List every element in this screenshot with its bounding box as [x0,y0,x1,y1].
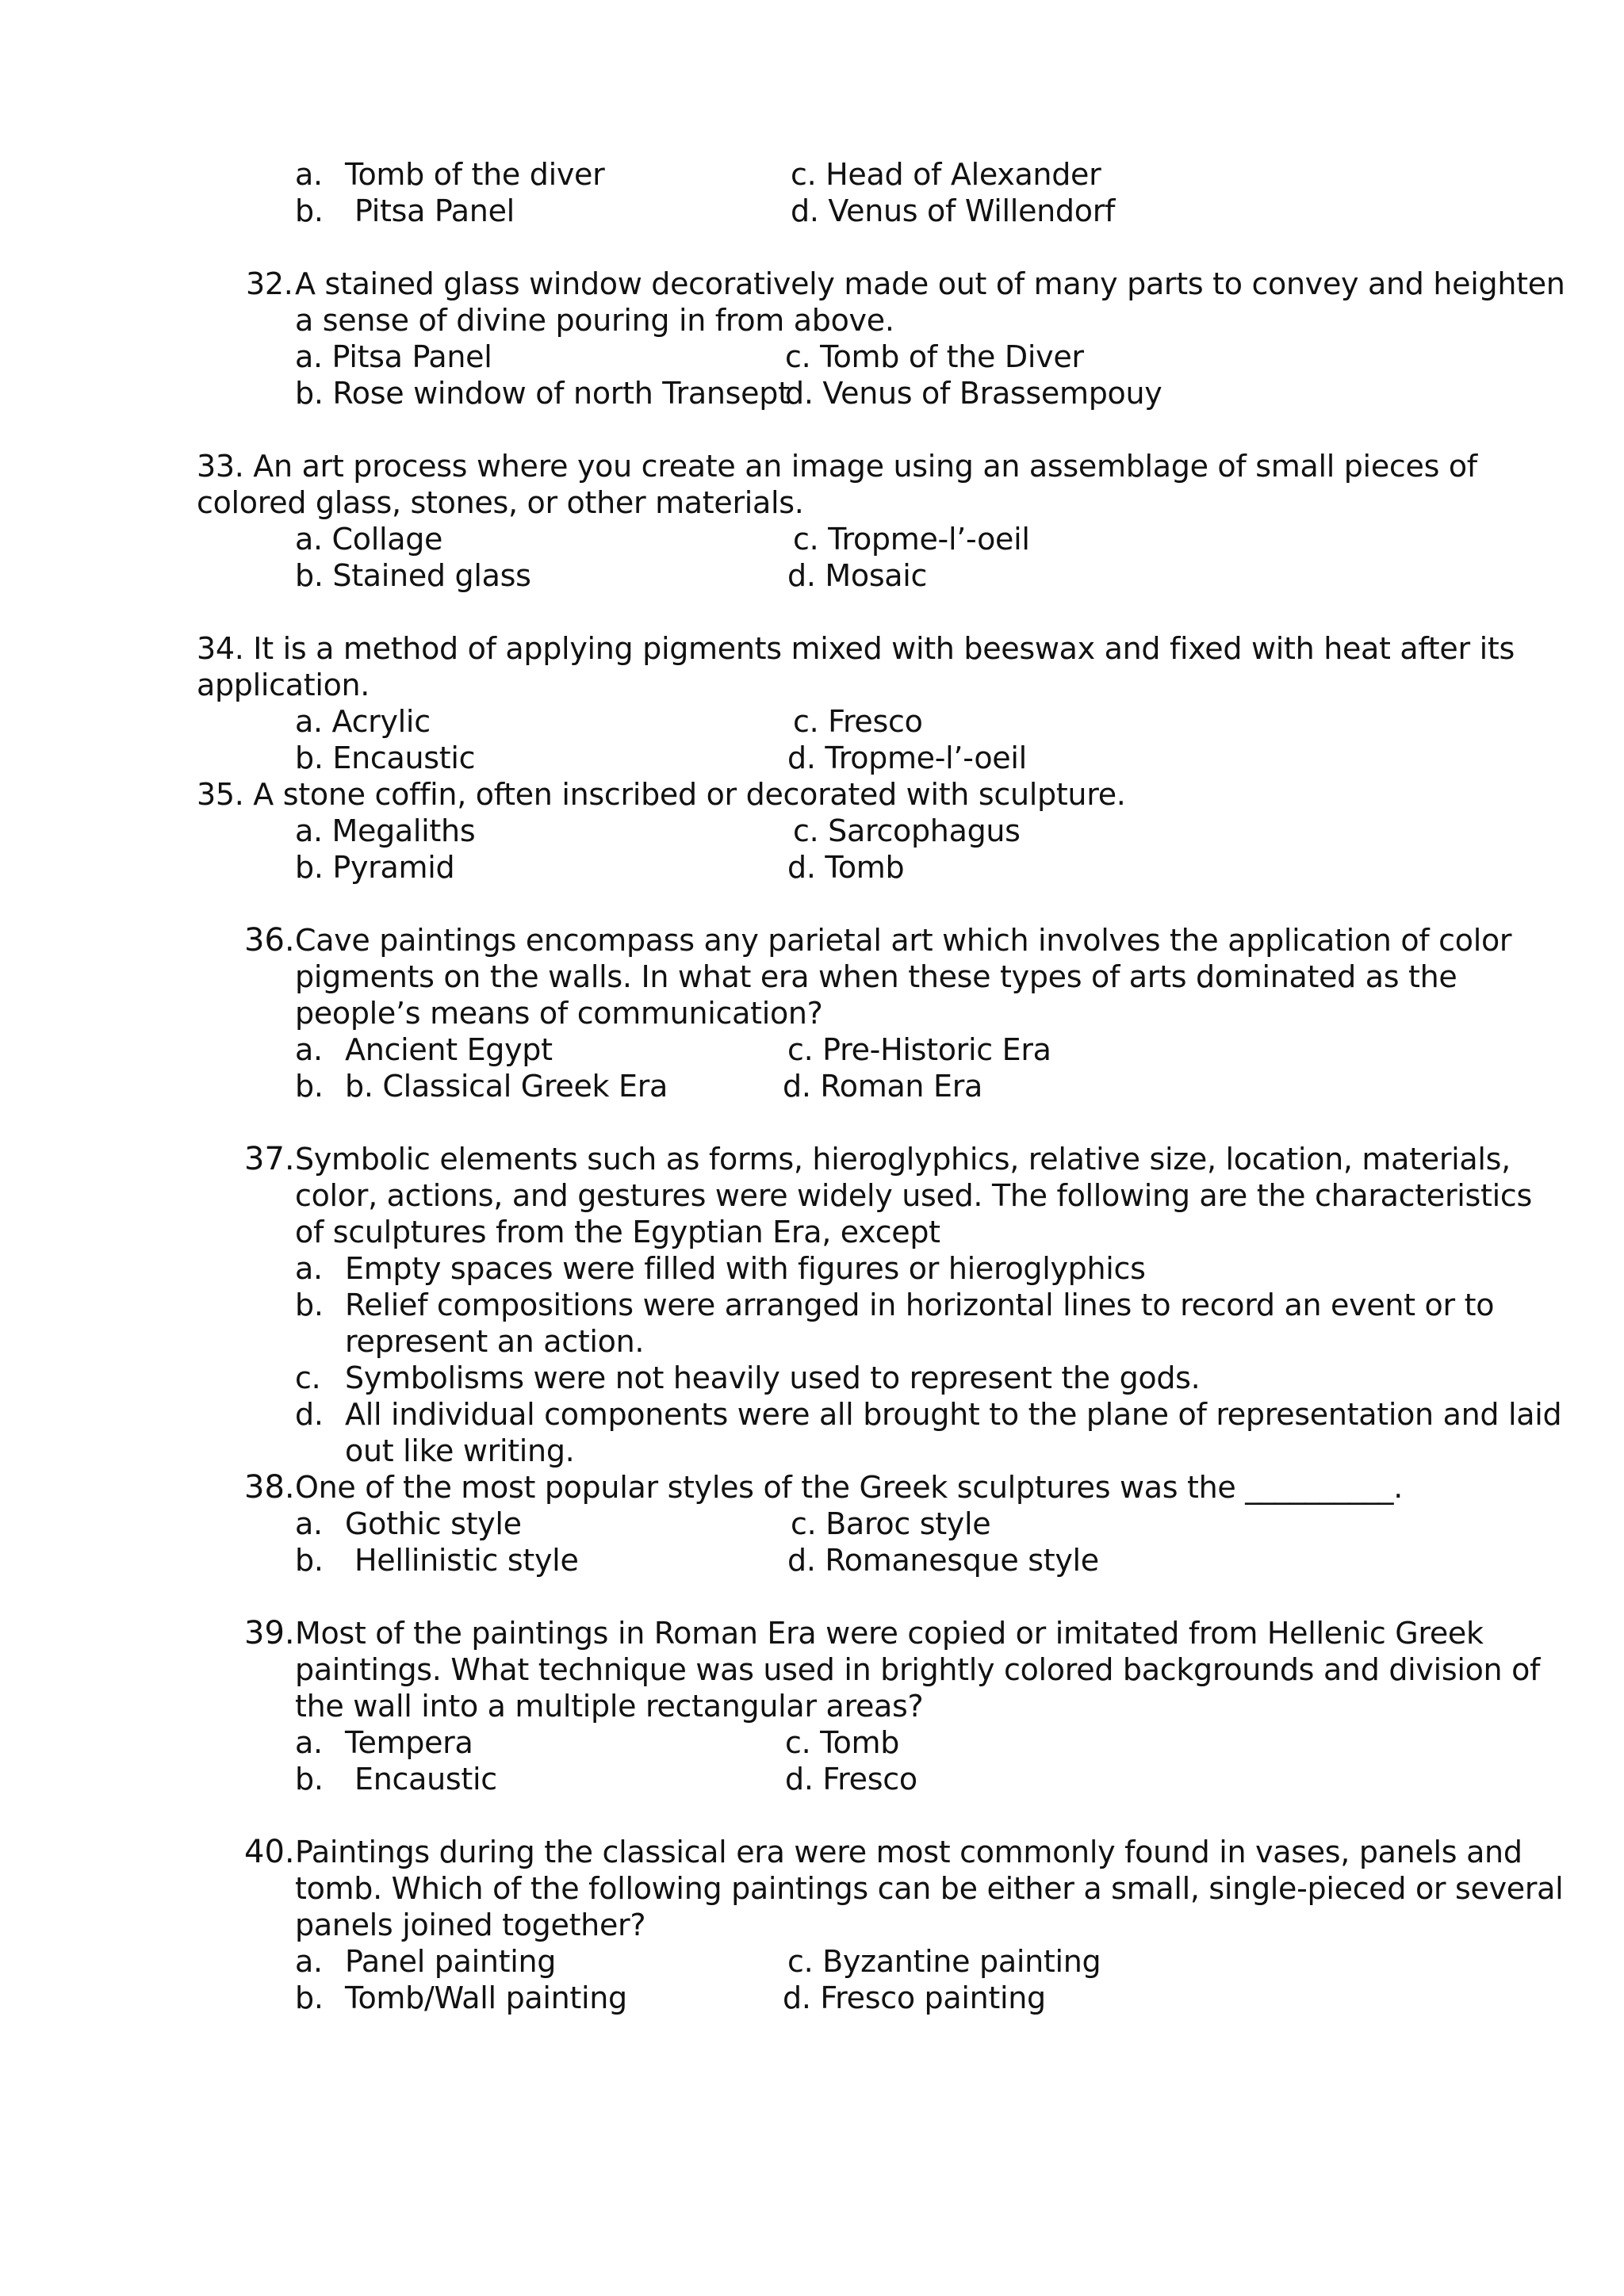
choice-d: d. Venus of Willendorf [791,193,1116,228]
choice-b: b. Stained glass [295,558,531,593]
choice-c: c. Baroc style [791,1506,991,1541]
choice-b-text: Hellinistic style [354,1543,579,1578]
question-text-line: application. [197,668,370,702]
choice-d-text: All individual components were all brought to the plane of representation and laid [345,1397,1562,1432]
question-text-line: the wall into a multiple rectangular areas? [295,1689,924,1724]
choice-a: a. Pitsa Panel [295,339,492,374]
choice-a-letter: a. [295,1251,323,1286]
question-text-line: One of the most popular styles of the Greek sculptures was the __________. [295,1470,1404,1505]
choice-b-letter: b. [295,1288,324,1322]
question-text-line: of sculptures from the Egyptian Era, except [295,1215,940,1249]
choice-d: d. Venus of Brassempouy [785,376,1162,411]
choice-b-letter: b. [295,1543,324,1578]
choice-b-text: represent an action. [345,1324,645,1359]
question-text-line: panels joined together? [295,1908,646,1942]
question-text-line: 34. It is a method of applying pigments mixed with beeswax and fixed with heat after its [197,631,1515,666]
choice-a-letter: a. [295,1944,323,1979]
choice-b-text: Pitsa Panel [354,193,515,228]
question-text-line: color, actions, and gestures were widely used. The following are the characteristics [295,1178,1532,1213]
question-text-line: 35. A stone coffin, often inscribed or decorated with sculpture. [197,777,1126,812]
choice-c-text: Symbolisms were not heavily used to represent the gods. [345,1360,1201,1395]
choice-a-text: Ancient Egypt [345,1032,553,1067]
choice-b-text: Encaustic [354,1762,497,1797]
question-text-line: Most of the paintings in Roman Era were copied or imitated from Hellenic Greek [295,1616,1484,1651]
choice-d: d. Roman Era [783,1069,983,1104]
choice-a: a. Acrylic [295,704,431,739]
choice-b-text: b. Classical Greek Era [345,1069,668,1104]
choice-a-letter: a. [295,1032,323,1067]
choice-d: d. Romanesque style [787,1543,1099,1578]
choice-c-letter: c. [295,1360,321,1395]
choice-a: a. Collage [295,522,443,557]
choice-a-letter: a. [295,157,323,192]
choice-a-text: Tempera [345,1725,473,1760]
choice-d: d. Tomb [787,850,905,885]
choice-a-letter: a. [295,1506,323,1541]
choice-d-text: out like writing. [345,1433,575,1468]
question-number: 32. [246,266,293,301]
choice-d: d. Fresco painting [783,1980,1046,2015]
question-text-line: Cave paintings encompass any parietal art which involves the application of color [295,923,1512,958]
question-number: 36. [244,922,295,959]
question-text-line: colored glass, stones, or other materials. [197,485,804,520]
choice-a-text: Tomb of the diver [345,157,605,192]
question-text-line: Paintings during the classical era were most commonly found in vases, panels and [295,1835,1522,1869]
question-text-line: a sense of divine pouring in from above. [295,303,894,338]
choice-b: b. Pyramid [295,850,455,885]
choice-b-text: Relief compositions were arranged in horizontal lines to record an event or to [345,1288,1495,1322]
choice-c: c. Tomb of the Diver [785,339,1084,374]
choice-a-text: Gothic style [345,1506,522,1541]
choice-c: c. Tropme-l’-oeil [793,522,1030,557]
question-text-line: paintings. What technique was used in brightly colored backgrounds and division of [295,1652,1541,1687]
choice-b-letter: b. [295,1069,324,1104]
choice-d: d. Fresco [785,1762,917,1797]
question-text-line: tomb. Which of the following paintings can be either a small, single-pieced or several [295,1871,1564,1906]
choice-b: b. Rose window of north Transept [295,376,790,411]
choice-b: b. Encaustic [295,740,476,775]
choice-c: c. Tomb [785,1725,900,1760]
question-text-line: Symbolic elements such as forms, hieroglyphics, relative size, location, materials, [295,1142,1511,1177]
question-number: 37. [244,1141,295,1177]
question-number: 40. [244,1834,295,1870]
choice-c: c. Byzantine painting [787,1944,1101,1979]
question-number: 39. [244,1615,295,1651]
choice-d: d. Mosaic [787,558,928,593]
choice-b-letter: b. [295,1762,324,1797]
choice-d: d. Tropme-l’-oeil [787,740,1027,775]
question-text-line: people’s means of communication? [295,996,823,1031]
question-text-line: A stained glass window decoratively made out of many parts to convey and heighten [295,266,1565,301]
question-text-line: 33. An art process where you create an image using an assemblage of small pieces of [197,449,1477,484]
choice-a: a. Megaliths [295,813,476,848]
choice-c: c. Pre-Historic Era [787,1032,1051,1067]
choice-a-letter: a. [295,1725,323,1760]
choice-a-text: Empty spaces were filled with figures or hieroglyphics [345,1251,1146,1286]
choice-c: c. Sarcophagus [793,813,1021,848]
choice-c: c. Head of Alexander [791,157,1101,192]
choice-b-letter: b. [295,193,324,228]
choice-a-text: Panel painting [345,1944,557,1979]
choice-b-letter: b. [295,1980,324,2015]
choice-d-letter: d. [295,1397,324,1432]
choice-b-text: Tomb/Wall painting [345,1980,627,2015]
question-number: 38. [244,1469,295,1506]
choice-c: c. Fresco [793,704,923,739]
question-text-line: pigments on the walls. In what era when these types of arts dominated as the [295,959,1457,994]
